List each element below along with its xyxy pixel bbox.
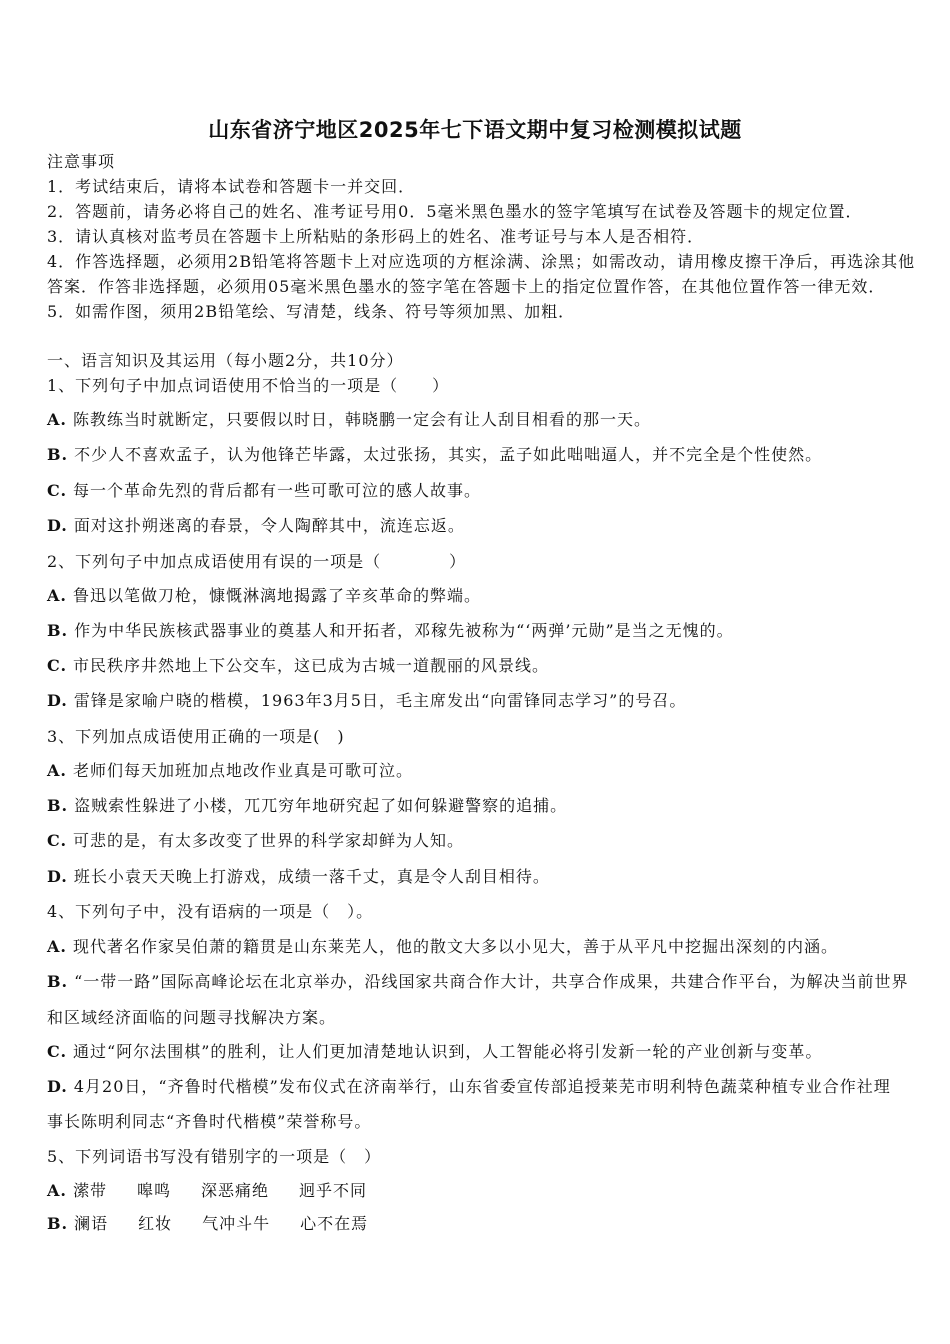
option-text: “一带一路”国际高峰论坛在北京举办，沿线国家共商合作大计，共享合作成果，共建合作平台，为解决当前世界 xyxy=(74,972,909,991)
notice-item: 答案．作答非选择题，必须用05毫米黑色墨水的签字笔在答题卡上的指定位置作答，在其他位置作答一律无效． xyxy=(47,277,886,296)
option xyxy=(47,937,838,957)
option xyxy=(47,656,549,676)
option xyxy=(47,761,413,781)
option xyxy=(47,516,465,536)
notice-item: 1．考试结束后，请将本试卷和答题卡一并交回． xyxy=(47,177,416,196)
word: 气冲斗牛 xyxy=(202,1214,271,1233)
option-label: A. xyxy=(47,410,67,429)
option-text: 通过“阿尔法围棋”的胜利，让人们更加清楚地认识到，人工智能必将引发新一轮的产业创新与变革。 xyxy=(73,1042,823,1061)
option-text: 雷锋是家喻户晓的楷模，1963年3月5日，毛主席发出“向雷锋同志学习”的号召。 xyxy=(73,691,687,710)
option-label: A. xyxy=(47,1181,67,1200)
option-label: D. xyxy=(47,867,68,886)
option-text: 陈教练当时就断定，只要假以时日，韩晓鹏一定会有让人刮目相看的那一天。 xyxy=(72,410,651,429)
word: 潆带 xyxy=(72,1181,107,1200)
option xyxy=(47,621,734,641)
option-text: 盗贼索性躲进了小楼，兀兀穷年地研究起了如何躲避警察的追捕。 xyxy=(74,796,568,815)
option-label: B. xyxy=(47,972,69,991)
option xyxy=(47,586,481,606)
option-label: B. xyxy=(47,445,69,464)
option-label: C. xyxy=(47,831,68,850)
notice-item: 3．请认真核对监考员在答题卡上所粘贴的条形码上的姓名、准考证号与本人是否相符． xyxy=(47,227,705,246)
option-text: 现代著名作家吴伯萧的籍贯是山东莱芜人，他的散文大多以小见大，善于从平凡中挖掘出深刻的内涵。 xyxy=(72,937,838,956)
option-label: D. xyxy=(47,516,68,535)
notice-item: 2．答题前，请务必将自己的姓名、准考证号用0．5毫米黑色墨水的签字笔填写在试卷及答题卡的规定位置． xyxy=(47,202,863,221)
option-label: C. xyxy=(47,656,68,675)
option-continuation: 和区域经济面临的问题寻找解决方案。 xyxy=(47,1008,337,1027)
question-stem: 1、下列句子中加点词语使用不恰当的一项是（ ） xyxy=(47,376,450,395)
word: 澜语 xyxy=(74,1214,109,1233)
word: 迥乎不同 xyxy=(299,1181,368,1200)
option-label: D. xyxy=(47,1077,68,1096)
word: 嗥鸣 xyxy=(137,1181,172,1200)
option-text: 4月20日，“齐鲁时代楷模”发布仪式在济南举行，山东省委宣传部追授莱芜市明利特色蔬菜种植专业合作社理 xyxy=(73,1077,891,1096)
option-continuation: 事长陈明利同志“齐鲁时代楷模”荣誉称号。 xyxy=(47,1112,372,1131)
option xyxy=(47,1214,398,1234)
question-stem: 4、下列句子中，没有语病的一项是（ ）。 xyxy=(47,902,374,921)
option-label: B. xyxy=(47,1214,69,1233)
option-label: B. xyxy=(47,621,69,640)
option-label: C. xyxy=(47,481,68,500)
option xyxy=(47,972,908,992)
option-text: 可悲的是，有太多改变了世界的科学家却鲜为人知。 xyxy=(73,831,465,850)
option xyxy=(47,1077,891,1097)
option-label: D. xyxy=(47,691,68,710)
option xyxy=(47,867,550,887)
option-label: A. xyxy=(47,937,67,956)
option-text: 市民秩序井然地上下公交车，这已成为古城一道靓丽的风景线。 xyxy=(73,656,550,675)
option-text: 老师们每天加班加点地改作业真是可歌可泣。 xyxy=(72,761,413,780)
option-text: 班长小袁天天晚上打游戏，成绩一落千丈，真是令人刮目相待。 xyxy=(73,867,550,886)
notice-heading: 注意事项 xyxy=(47,152,116,171)
word: 红妆 xyxy=(138,1214,173,1233)
option-label: A. xyxy=(47,586,67,605)
option-text: 面对这扑朔迷离的春景，令人陶醉其中，流连忘返。 xyxy=(73,516,465,535)
page-title: 山东省济宁地区2025年七下语文期中复习检测模拟试题 xyxy=(208,118,742,142)
word: 心不在焉 xyxy=(300,1214,369,1233)
notice-item: 4．作答选择题，必须用2B铅笔将答题卡上对应选项的方框涂满、涂黑；如需改动，请用橡皮擦干净后，再选涂其他 xyxy=(47,252,916,271)
option-text: 每一个革命先烈的背后都有一些可歌可泣的感人故事。 xyxy=(73,481,482,500)
option-label: A. xyxy=(47,761,67,780)
option xyxy=(47,481,481,501)
option xyxy=(47,691,686,711)
question-stem: 5、下列词语书写没有错别字的一项是（ ） xyxy=(47,1147,382,1166)
option xyxy=(47,1181,397,1201)
option xyxy=(47,1042,822,1062)
section-heading: 一、语言知识及其运用（每小题2分，共10分） xyxy=(47,351,404,370)
word: 深恶痛绝 xyxy=(201,1181,270,1200)
question-stem: 2、下列句子中加点成语使用有误的一项是（ ） xyxy=(47,552,467,571)
option xyxy=(47,410,651,430)
option-text: 鲁迅以笔做刀枪，慷慨淋漓地揭露了辛亥革命的弊端。 xyxy=(72,586,481,605)
question-stem: 3、下列加点成语使用正确的一项是( ) xyxy=(47,727,345,746)
option xyxy=(47,445,822,465)
option-label: C. xyxy=(47,1042,68,1061)
notice-item: 5．如需作图，须用2B铅笔绘、写清楚，线条、符号等须加黑、加粗． xyxy=(47,302,576,321)
option xyxy=(47,796,567,816)
option-label: B. xyxy=(47,796,69,815)
option-text: 不少人不喜欢孟子，认为他锋芒毕露，太过张扬，其实，孟子如此咄咄逼人，并不完全是个性使然。 xyxy=(74,445,823,464)
option xyxy=(47,831,464,851)
option-text: 作为中华民族核武器事业的奠基人和开拓者，邓稼先被称为“‘两弹’元勋”是当之无愧的。 xyxy=(74,621,734,640)
